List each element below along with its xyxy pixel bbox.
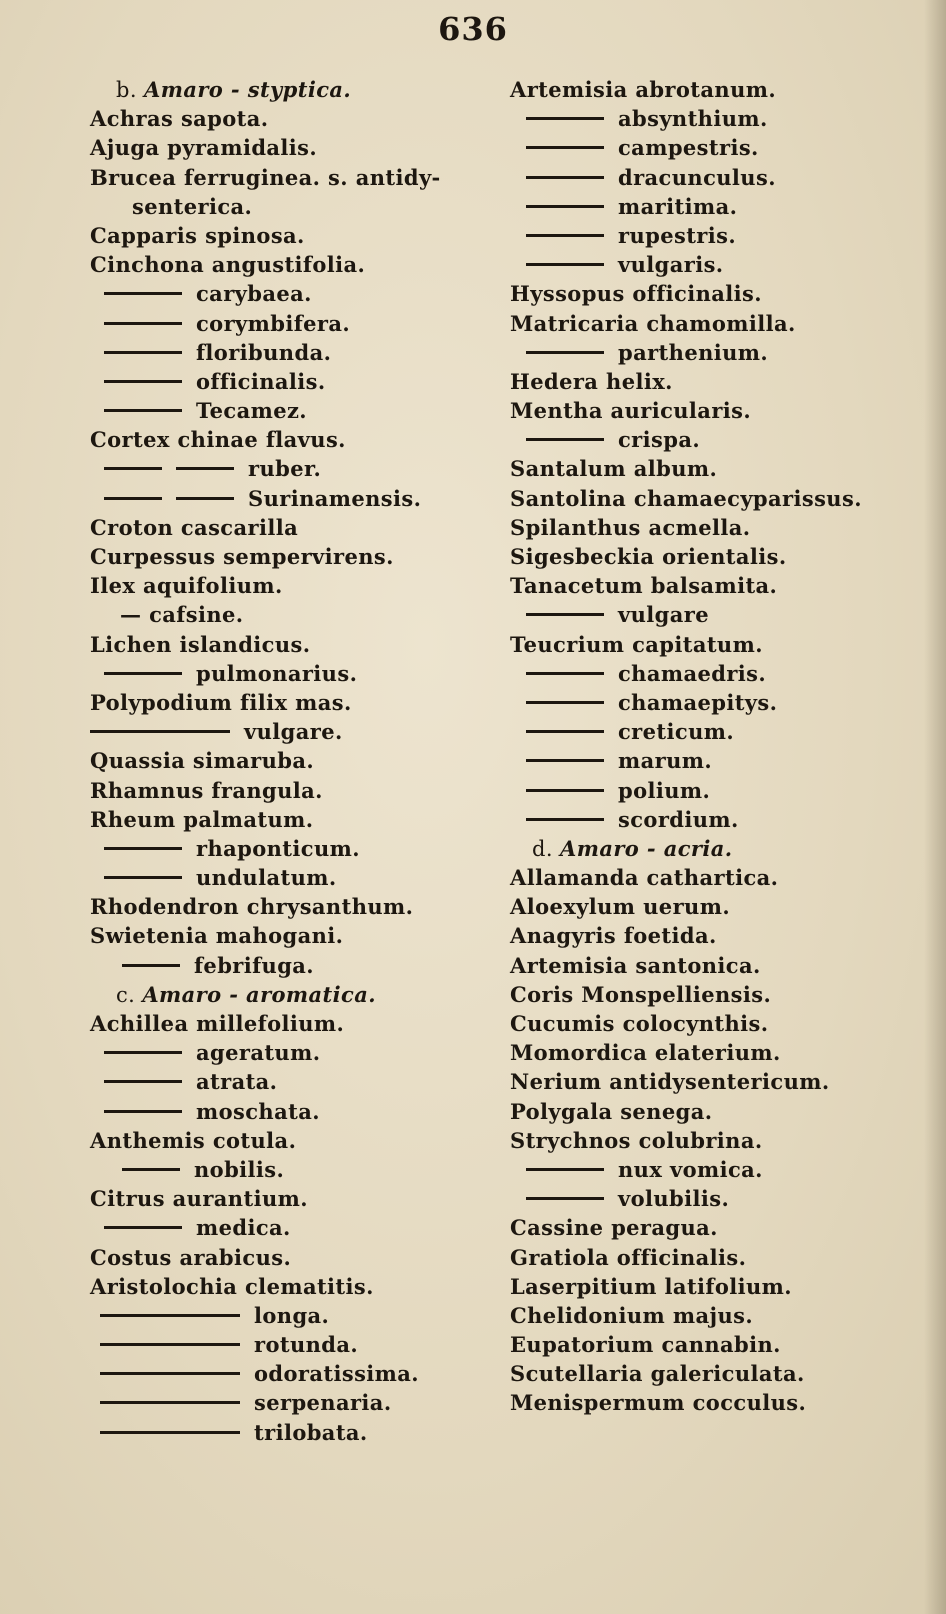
index-text: undulatum. (196, 865, 337, 891)
index-text: — cafsine. (120, 602, 244, 628)
index-text: febrifuga. (194, 952, 315, 978)
index-text: Cucumis colocynthis. (510, 1011, 769, 1036)
index-text: Laserpitium latifolium. (510, 1273, 793, 1299)
index-line (508, 192, 928, 221)
index-line (508, 863, 928, 892)
ditto-dash (526, 789, 604, 792)
index-text: vulgare. (244, 719, 343, 745)
index-line (86, 571, 506, 600)
index-line (86, 250, 506, 279)
index-line (508, 338, 928, 367)
index-line (508, 1243, 928, 1272)
index-line (508, 454, 928, 483)
ditto-dash (104, 292, 182, 295)
ditto-dash (104, 1226, 182, 1229)
index-line (508, 396, 928, 425)
ditto-dash (104, 351, 182, 354)
ditto-dash (104, 467, 162, 470)
ditto-dash (526, 176, 604, 179)
index-text: Rhodendron chrysanthum. (90, 894, 414, 920)
index-line (86, 1009, 506, 1038)
index-line (86, 513, 506, 542)
index-line (86, 163, 506, 192)
index-text: Artemisia abrotanum. (510, 77, 777, 102)
index-text: Coris Monspelliensis. (510, 981, 772, 1007)
index-text: corymbifera. (196, 310, 351, 336)
section-heading (508, 834, 928, 863)
ditto-dash (176, 467, 234, 470)
index-line (86, 892, 506, 921)
index-text: floribunda. (196, 339, 332, 365)
index-text: rupestris. (618, 222, 737, 248)
index-line (508, 513, 928, 542)
index-line (508, 1184, 928, 1213)
index-text: Ilex aquifolium. (90, 573, 283, 599)
section-heading (86, 75, 506, 104)
index-line (86, 542, 506, 571)
index-text: Menispermum cocculus. (510, 1390, 807, 1416)
index-line (86, 805, 506, 834)
index-text: Brucea ferruginea. s. antidy- (90, 164, 441, 190)
index-line (508, 717, 928, 746)
ditto-dash (104, 1110, 182, 1113)
index-line (86, 133, 506, 162)
index-text: polium. (618, 777, 711, 803)
index-line (86, 1330, 506, 1359)
index-line (86, 776, 506, 805)
index-line (508, 921, 928, 950)
index-line (86, 396, 506, 425)
index-text: creticum. (618, 719, 735, 745)
ditto-dash (122, 1168, 180, 1171)
section-label: d. (532, 836, 553, 861)
index-line (508, 1067, 928, 1096)
index-line (508, 892, 928, 921)
index-line (508, 1009, 928, 1038)
index-line (508, 133, 928, 162)
index-line (508, 1388, 928, 1417)
index-line (86, 309, 506, 338)
index-text: odoratissima. (254, 1361, 420, 1387)
index-line (86, 279, 506, 308)
index-text: Rheum palmatum. (90, 806, 314, 832)
index-line (508, 163, 928, 192)
index-text: Teucrium capitatum. (510, 631, 763, 657)
index-text: pulmonarius. (196, 660, 358, 686)
section-label: c. (116, 982, 136, 1007)
index-text: Allamanda cathartica. (510, 865, 779, 891)
index-text: dracunculus. (618, 164, 776, 190)
index-text: Anagyris foetida. (510, 923, 717, 949)
index-line (508, 776, 928, 805)
index-text: Polygala senega. (510, 1098, 713, 1124)
index-text: Eupatorium cannabin. (510, 1332, 781, 1358)
index-line (508, 659, 928, 688)
ditto-dash (526, 730, 604, 733)
ditto-dash (526, 1197, 604, 1200)
index-text: moschata. (196, 1098, 320, 1124)
index-line (508, 688, 928, 717)
index-line (86, 1418, 506, 1447)
index-line (86, 367, 506, 396)
section-title: Amaro - acria. (560, 835, 733, 861)
index-text: Achras sapota. (90, 106, 269, 132)
ditto-dash (526, 234, 604, 237)
ditto-dash (526, 438, 604, 441)
index-line (508, 571, 928, 600)
index-text: Polypodium filix mas. (90, 689, 352, 715)
index-text: campestris. (618, 135, 759, 161)
ditto-dash (526, 351, 604, 354)
index-line (86, 1272, 506, 1301)
index-text: nobilis. (194, 1156, 285, 1182)
index-line (508, 75, 928, 104)
index-text: Quassia simaruba. (90, 748, 315, 774)
index-text: Santalum album. (510, 456, 718, 482)
index-line (508, 542, 928, 571)
index-line (508, 484, 928, 513)
index-line (508, 1330, 928, 1359)
index-text: absynthium. (618, 106, 768, 132)
ditto-dash (176, 497, 234, 500)
index-line (508, 1126, 928, 1155)
index-line (86, 192, 506, 221)
ditto-dash (104, 380, 182, 383)
index-line (508, 746, 928, 775)
index-line (508, 951, 928, 980)
index-text: Hyssopus officinalis. (510, 281, 762, 307)
index-text: Rhamnus frangula. (90, 777, 323, 803)
index-text: Surinamensis. (248, 485, 422, 511)
index-text: ruber. (248, 456, 322, 482)
index-line (508, 1359, 928, 1388)
index-line (86, 630, 506, 659)
index-line (508, 1038, 928, 1067)
index-text: medica. (196, 1215, 291, 1241)
index-text: carybaea. (196, 281, 312, 307)
index-line (86, 746, 506, 775)
index-text: Cinchona angustifolia. (90, 252, 366, 278)
index-text: Mentha auricularis. (510, 398, 752, 424)
index-text: crispa. (618, 427, 701, 453)
index-text: Gratiola officinalis. (510, 1244, 747, 1270)
ditto-dash (526, 818, 604, 821)
index-text: Curpessus sempervirens. (90, 544, 394, 569)
ditto-dash (526, 205, 604, 208)
index-line (86, 1388, 506, 1417)
index-line (86, 1067, 506, 1096)
index-text: Sigesbeckia orientalis. (510, 544, 787, 569)
index-text: Matricaria chamomilla. (510, 310, 796, 336)
ditto-dash (100, 1343, 240, 1346)
index-line (508, 1155, 928, 1184)
ditto-dash (526, 1168, 604, 1171)
index-line (86, 1126, 506, 1155)
index-text: Aristolochia clematitis. (90, 1273, 374, 1299)
index-line (86, 921, 506, 950)
index-text: Strychnos colubrina. (510, 1127, 763, 1153)
index-line (508, 1213, 928, 1242)
ditto-dash (122, 964, 180, 967)
index-text: Achillea millefolium. (90, 1011, 345, 1036)
ditto-dash (90, 730, 230, 733)
index-line (508, 367, 928, 396)
ditto-dash (526, 672, 604, 675)
index-line (508, 104, 928, 133)
index-line (86, 688, 506, 717)
index-line (508, 980, 928, 1009)
index-text: Swietenia mahogani. (90, 923, 344, 949)
index-text: senterica. (132, 193, 253, 219)
index-text: marum. (618, 748, 713, 774)
ditto-dash (100, 1431, 240, 1434)
section-label: b. (116, 78, 137, 102)
index-text: rotunda. (254, 1332, 359, 1358)
index-line (508, 805, 928, 834)
ditto-dash (104, 1080, 182, 1083)
index-text: Cassine peragua. (510, 1215, 718, 1241)
index-text: Spilanthus acmella. (510, 514, 751, 540)
index-line (508, 1097, 928, 1126)
index-text: parthenium. (618, 339, 769, 365)
ditto-dash (100, 1314, 240, 1317)
ditto-dash (104, 876, 182, 879)
ditto-dash (104, 409, 182, 412)
page-number: 636 (438, 10, 508, 48)
index-text: Capparis spinosa. (90, 222, 305, 248)
index-text: atrata. (196, 1069, 278, 1095)
ditto-dash (100, 1401, 240, 1404)
index-text: Scutellaria galericulata. (510, 1361, 805, 1387)
section-heading (86, 980, 506, 1009)
ditto-dash (526, 263, 604, 266)
index-line (508, 309, 928, 338)
index-line (86, 659, 506, 688)
index-text: Chelidonium majus. (510, 1302, 754, 1328)
index-text: Santolina chamaecyparissus. (510, 485, 862, 511)
index-text: vulgaris. (618, 252, 724, 278)
index-line (86, 1097, 506, 1126)
index-line (86, 338, 506, 367)
index-text: officinalis. (196, 368, 326, 394)
index-text: vulgare (618, 602, 709, 628)
index-text: longa. (254, 1302, 330, 1328)
index-text: Croton cascarilla (90, 514, 299, 540)
index-line (86, 1038, 506, 1067)
ditto-dash (526, 146, 604, 149)
ditto-dash (104, 497, 162, 500)
index-line (86, 863, 506, 892)
index-text: Tecamez. (196, 398, 307, 424)
index-line (86, 834, 506, 863)
index-line (508, 279, 928, 308)
section-title: Amaro - aromatica. (142, 981, 376, 1007)
ditto-dash (104, 1051, 182, 1054)
index-line (508, 600, 928, 629)
index-text: Nerium antidysentericum. (510, 1069, 830, 1095)
index-line (508, 221, 928, 250)
ditto-dash (100, 1372, 240, 1375)
index-text: Momordica elaterium. (510, 1040, 781, 1066)
ditto-dash (104, 847, 182, 850)
left-column (86, 75, 506, 1447)
index-text: Lichen islandicus. (90, 631, 311, 657)
index-text: nux vomica. (618, 1156, 763, 1182)
index-text: Anthemis cotula. (90, 1127, 297, 1153)
index-line (86, 425, 506, 454)
index-line (86, 600, 506, 629)
index-line (508, 425, 928, 454)
index-text: scordium. (618, 806, 739, 832)
index-text: chamaedris. (618, 660, 767, 686)
index-line (86, 1243, 506, 1272)
index-line (86, 484, 506, 513)
ditto-dash (526, 759, 604, 762)
index-text: chamaepitys. (618, 689, 778, 715)
ditto-dash (526, 117, 604, 120)
index-line (86, 454, 506, 483)
index-line (508, 1301, 928, 1330)
index-line (86, 1184, 506, 1213)
index-line (86, 104, 506, 133)
index-line (508, 1272, 928, 1301)
index-text: Costus arabicus. (90, 1244, 292, 1270)
index-line (86, 1155, 506, 1184)
index-line (86, 1359, 506, 1388)
ditto-dash (526, 613, 604, 616)
index-text: serpenaria. (254, 1390, 392, 1416)
index-text: maritima. (618, 193, 738, 219)
index-line (86, 1213, 506, 1242)
index-text: Hedera helix. (510, 368, 673, 394)
index-text: trilobata. (254, 1419, 368, 1445)
index-line (508, 630, 928, 659)
index-text: Citrus aurantium. (90, 1186, 308, 1212)
index-text: rhaponticum. (196, 835, 360, 861)
index-text: Cortex chinae flavus. (90, 427, 346, 453)
ditto-dash (104, 672, 182, 675)
index-text: ageratum. (196, 1040, 321, 1066)
index-text: volubilis. (618, 1186, 730, 1212)
index-line (86, 717, 506, 746)
index-line (86, 951, 506, 980)
index-text: Ajuga pyramidalis. (90, 135, 318, 161)
index-line (508, 250, 928, 279)
section-title: Amaro - styptica. (144, 77, 352, 102)
index-text: Tanacetum balsamita. (510, 573, 778, 599)
right-column (508, 75, 928, 1418)
index-line (86, 1301, 506, 1330)
index-text: Artemisia santonica. (510, 952, 761, 978)
index-text: Aloexylum uerum. (510, 894, 731, 920)
ditto-dash (526, 701, 604, 704)
ditto-dash (104, 322, 182, 325)
index-line (86, 221, 506, 250)
